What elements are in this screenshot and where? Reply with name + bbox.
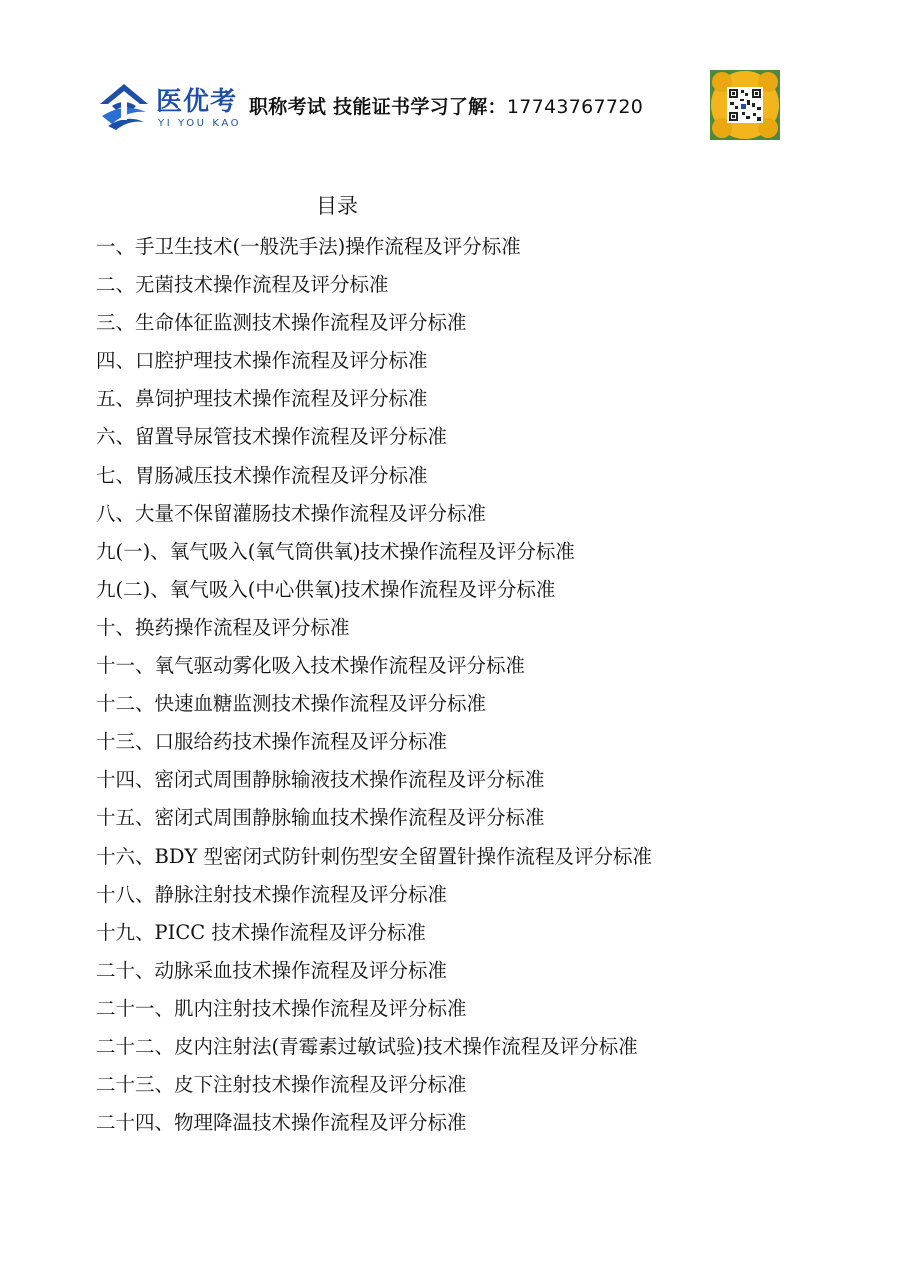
toc-item[interactable]: 十三、口服给药技术操作流程及评分标准 [96, 730, 448, 754]
page-header [0, 0, 905, 150]
toc-item[interactable]: 二、无菌技术操作流程及评分标准 [96, 273, 389, 297]
toc-item[interactable]: 二十一、肌内注射技术操作流程及评分标准 [96, 996, 467, 1020]
toc-item[interactable]: 四、口腔护理技术操作流程及评分标准 [96, 349, 428, 373]
toc-item[interactable]: 十二、快速血糖监测技术操作流程及评分标准 [96, 692, 487, 716]
toc-item[interactable]: 九(二)、氧气吸入(中心供氧)技术操作流程及评分标准 [96, 577, 556, 601]
toc-item[interactable]: 六、留置导尿管技术操作流程及评分标准 [96, 425, 448, 449]
toc-item[interactable]: 二十四、物理降温技术操作流程及评分标准 [96, 1111, 467, 1135]
toc-item[interactable]: 十五、密闭式周围静脉输血技术操作流程及评分标准 [96, 806, 545, 830]
contact-tagline [249, 95, 643, 119]
toc-item[interactable]: 二十、动脉采血技术操作流程及评分标准 [96, 958, 448, 982]
toc-list [96, 228, 856, 1142]
brand-name: 医优考 [156, 87, 238, 117]
toc-title: 目录 [316, 194, 358, 218]
toc-item[interactable]: 八、大量不保留灌肠技术操作流程及评分标准 [96, 501, 487, 525]
toc-item[interactable]: 十八、静脉注射技术操作流程及评分标准 [96, 882, 448, 906]
qr-code-sunflower-icon [710, 70, 780, 140]
toc-item[interactable]: 一、手卫生技术(一般洗手法)操作流程及评分标准 [96, 235, 521, 258]
toc-item[interactable]: 九(一)、氧气吸入(氧气筒供氧)技术操作流程及评分标准 [96, 539, 575, 563]
toc-item[interactable]: 十、换药操作流程及评分标准 [96, 615, 350, 639]
toc-item[interactable]: 二十二、皮内注射法(青霉素过敏试验)技术操作流程及评分标准 [96, 1034, 638, 1058]
yiyoukao-logo-icon [98, 82, 150, 132]
toc-item[interactable]: 十九、PICC 技术操作流程及评分标准 [96, 920, 426, 944]
toc-item[interactable]: 二十三、皮下注射技术操作流程及评分标准 [96, 1073, 467, 1097]
toc-item[interactable]: 十六、BDY 型密闭式防针刺伤型安全留置针操作流程及评分标准 [96, 844, 653, 868]
tagline-text: 职称考试 技能证书学习了解： [249, 96, 507, 118]
brand-name-pinyin: YI YOU KAO [158, 118, 242, 129]
toc-item[interactable]: 三、生命体征监测技术操作流程及评分标准 [96, 311, 467, 335]
phone-number: 17743767720 [506, 96, 644, 118]
toc-item[interactable]: 十一、氧气驱动雾化吸入技术操作流程及评分标准 [96, 654, 526, 678]
toc-item[interactable]: 十四、密闭式周围静脉输液技术操作流程及评分标准 [96, 768, 545, 792]
toc-item[interactable]: 七、胃肠减压技术操作流程及评分标准 [96, 463, 428, 487]
toc-item[interactable]: 五、鼻饲护理技术操作流程及评分标准 [96, 387, 428, 411]
